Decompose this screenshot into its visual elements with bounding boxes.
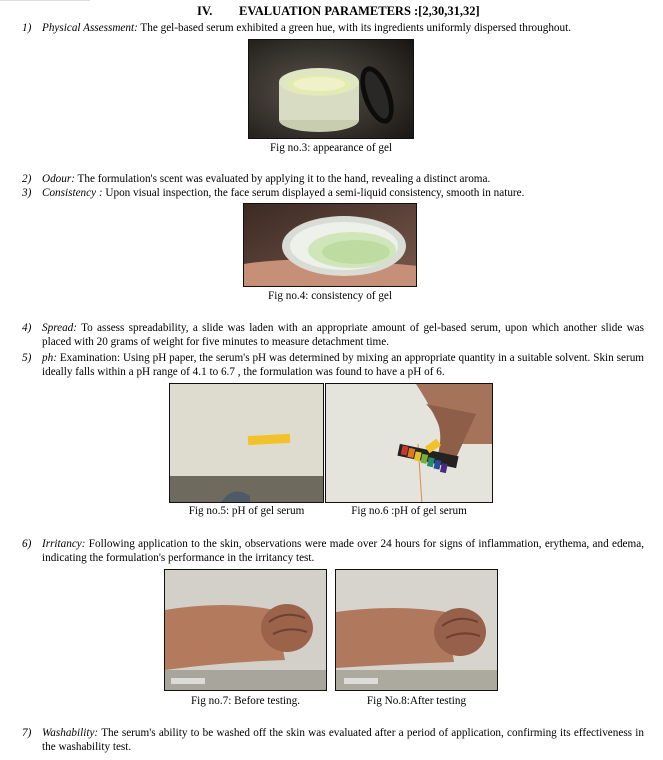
figure-3-caption: Fig no.3: appearance of gel [269,142,393,154]
figure-5-caption: Fig no.5: pH of gel serum [188,505,305,517]
item-number: 6) [22,538,32,550]
item-term: ph: [42,352,57,364]
item-text: Examination: Using pH paper, the serum's pH was determined by mixing an appropriate quantity in a suitable solvent. Skin serum ideally falls within a pH range of 4.1 to 6.7 , the formulation was found to have a pH of 6. [42,352,644,378]
top-rule [0,0,90,3]
item-text: Upon visual inspection, the face serum displayed a semi-liquid consistency, smooth in nature. [102,187,525,199]
section-number: IV. [197,4,213,18]
section-title: EVALUATION PARAMETERS :[2,30,31,32] [239,4,480,18]
figure-4-caption: Fig no.4: consistency of gel [268,290,392,302]
figure-4-photo [243,203,417,287]
list-item [22,21,644,35]
item-text: The gel-based serum exhibited a green hue, with its ingredients uniformly dispersed throughout. [137,22,572,34]
gel-jar-image [249,40,414,139]
gel-consistency-image [244,204,417,287]
item-text: The formulation's scent was evaluated by applying it to the hand, revealing a distinct aroma. [74,173,491,185]
figure-5-photo [169,383,324,503]
item-term: Odour: [42,173,75,185]
item-number: 7) [22,727,32,739]
item-term: Physical Assessment: [42,22,138,34]
item-number: 5) [22,352,32,364]
wrist-before-image [165,570,327,691]
figure-3-photo [248,39,414,139]
ph-color-chart-image [326,384,493,503]
item-number: 2) [22,173,32,185]
item-number: 1) [22,22,32,34]
list-item [22,321,644,349]
figure-7-caption: Fig no.7: Before testing. [190,695,301,707]
list-item [22,726,644,754]
figure-8-photo [335,569,498,691]
item-text: The serum's ability to be washed off the skin was evaluated after a period of application, confirming its effectiveness in the washability test. [42,727,644,753]
ph-strip-image [170,384,324,503]
item-text: To assess spreadability, a slide was laden with an appropriate amount of gel-based serum, upon which another slide was placed with 20 grams of weight for five minutes to measure detachment time. [42,322,644,348]
item-number: 3) [22,187,32,199]
figure-7-photo [164,569,327,691]
figure-6-photo [325,383,493,503]
list-item [22,351,644,379]
list-item [22,172,644,186]
item-text: Following application to the skin, observations were made over 24 hours for signs of inflammation, erythema, and edema, indicating the formulation's performance in the irritancy test. [42,538,644,564]
item-term: Irritancy: [42,538,86,550]
item-term: Washability: [42,727,99,739]
item-number: 4) [22,322,32,334]
list-item [22,186,644,200]
item-term: Consistency : [42,187,103,199]
item-term: Spread: [42,322,78,334]
figure-6-caption: Fig no.6 :pH of gel serum [351,505,467,517]
list-item [22,537,644,565]
figure-8-caption: Fig No.8:After testing [366,695,467,707]
wrist-after-image [336,570,498,691]
